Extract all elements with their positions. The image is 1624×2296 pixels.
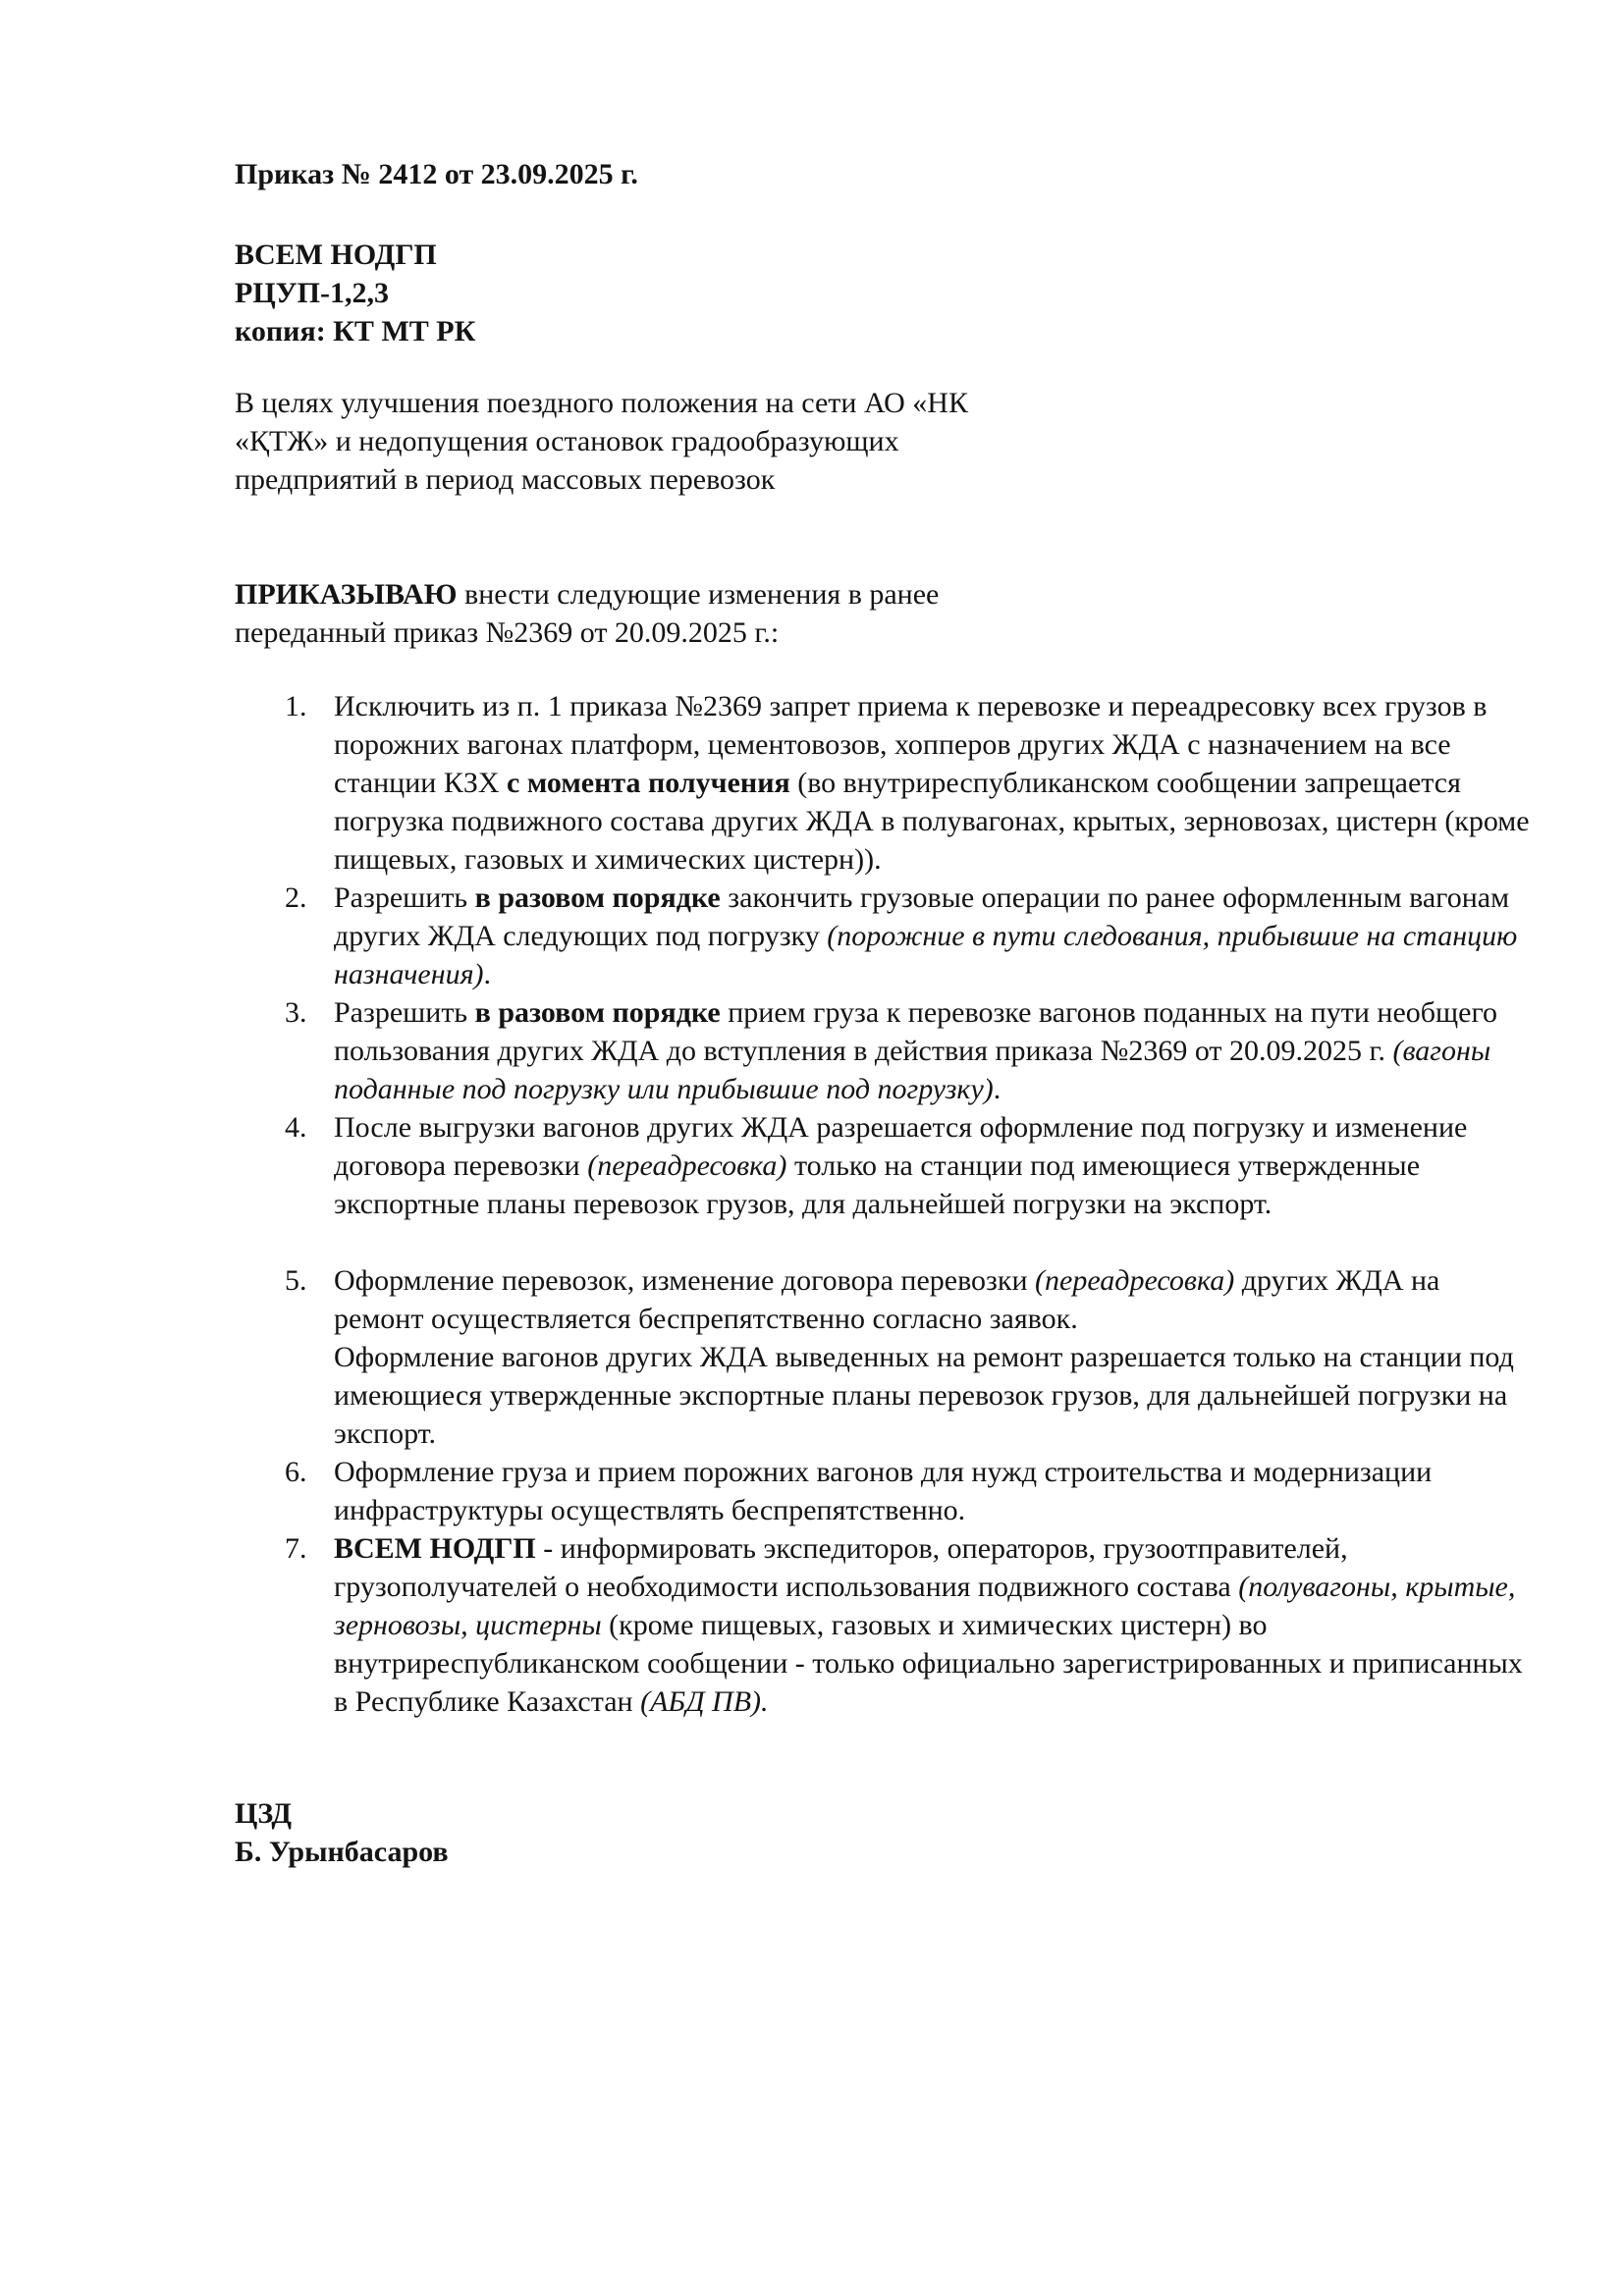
- item-text: прием груза к перевозке вагонов поданных на пути необщего пользования других ЖДА до вступления в действия приказа №2369 от 20.09.2025 г.: [334, 996, 1498, 1067]
- item-number: 4.: [285, 1111, 307, 1144]
- item-text: закончить грузовые операции по ранее оформленным вагонам других ЖДА следующих под погрузку: [334, 881, 1510, 952]
- item-italic: (полувагоны, крытые, зерновозы, цистерны: [334, 1571, 1516, 1641]
- list-item: [285, 1108, 1532, 1261]
- item-number: 5.: [285, 1264, 307, 1297]
- recipient-line: копия: КТ МТ РК: [235, 315, 476, 347]
- item-number: 1.: [285, 690, 307, 722]
- item-text: других ЖДА на ремонт осуществляется беспрепятственно согласно заявок.: [334, 1264, 1440, 1335]
- list-item: [285, 879, 1532, 993]
- recipient-line: РЦУП-1,2,3: [235, 277, 390, 309]
- item-text: Оформление перевозок, изменение договора перевозки: [334, 1264, 1036, 1297]
- item-text: Оформление груза и прием порожних вагонов для нужд строительства и модернизации инфраструктуры осуществлять беспрепятственно.: [334, 1456, 1433, 1526]
- item-text: только на станции под имеющиеся утвержденные экспортные планы перевозок грузов, для дальнейшей погрузки на экспорт.: [334, 1149, 1421, 1220]
- list-item: [285, 687, 1532, 879]
- item-number: 2.: [285, 881, 307, 914]
- item-italic: (переадресовка): [1035, 1264, 1235, 1297]
- item-text: (кроме пищевых, газовых и химических цистерн) во внутриреспубликанском сообщении - только официально зарегистрированных и приписанных в Республике Казахстан: [334, 1609, 1523, 1718]
- signature-name: Б. Урынбасаров: [235, 1836, 449, 1868]
- item-text: - информировать экспедиторов, операторов, грузоотправителей, грузополучателей о необходимости использования подвижного состава: [334, 1532, 1348, 1603]
- item-bold: ВСЕМ НОДГП: [334, 1532, 536, 1565]
- item-number: 3.: [285, 996, 307, 1029]
- recipient-line: ВСЕМ НОДГП: [235, 239, 437, 271]
- item-number: 7.: [285, 1532, 307, 1565]
- item-italic: (АБД ПВ).: [640, 1685, 769, 1718]
- item-text: Разрешить: [334, 996, 475, 1029]
- order-paragraph: [235, 575, 981, 652]
- item-bold: с момента получения: [507, 767, 790, 799]
- document-title: Приказ № 2412 от 23.09.2025 г.: [235, 158, 638, 190]
- order-text: внести следующие изменения в ранее переданный приказ №2369 от 20.09.2025 г.:: [235, 578, 940, 649]
- item-text: Разрешить: [334, 881, 475, 914]
- list-item: [285, 993, 1532, 1108]
- item-text: Исключить из п. 1 приказа №2369 запрет приема к перевозке и переадресовку всех грузов в порожних вагонах платформ, цементовозов, хопперов других ЖДА с назначением на все станции КЗХ: [334, 690, 1488, 799]
- item-text: (во внутриреспубликанском сообщении запрещается погрузка подвижного состава других ЖДА в полувагонах, крытых, зерновозах, цистерн (кроме пищевых, газовых и химических цистерн)).: [334, 767, 1530, 876]
- list-item: [285, 1261, 1532, 1453]
- list-item: [285, 1453, 1532, 1529]
- item-text: .: [993, 1073, 1001, 1105]
- item-text: После выгрузки вагонов других ЖДА разрешается оформление под погрузку и изменение договора перевозки: [334, 1111, 1468, 1182]
- item-italic: (переадресовка): [587, 1149, 787, 1182]
- item-bold: в разовом порядке: [474, 996, 721, 1029]
- item-text: .: [483, 958, 492, 990]
- list-item: [285, 1529, 1532, 1721]
- item-bold: в разовом порядке: [474, 881, 721, 914]
- item-italic: (вагоны поданные под погрузку или прибывшие под погрузку): [334, 1035, 1491, 1105]
- signature-block: [235, 1794, 449, 1871]
- item-italic: (порожние в пути следования, прибывшие на станцию назначения): [334, 920, 1518, 990]
- item-text: Оформление вагонов других ЖДА выведенных на ремонт разрешается только на станции под имеющиеся утвержденные экспортные планы перевозок грузов, для дальнейшей погрузки на экспорт.: [334, 1341, 1514, 1450]
- order-items-list: [285, 687, 1532, 1721]
- order-lead: ПРИКАЗЫВАЮ: [235, 578, 458, 611]
- intro-paragraph: В целях улучшения поездного положения на сети АО «НК «ҚТЖ» и недопущения остановок градообразующих предприятий в период массовых перевозок: [235, 387, 968, 496]
- recipients-block: [235, 236, 475, 350]
- signature-department: ЦЗД: [235, 1797, 292, 1830]
- item-number: 6.: [285, 1456, 307, 1488]
